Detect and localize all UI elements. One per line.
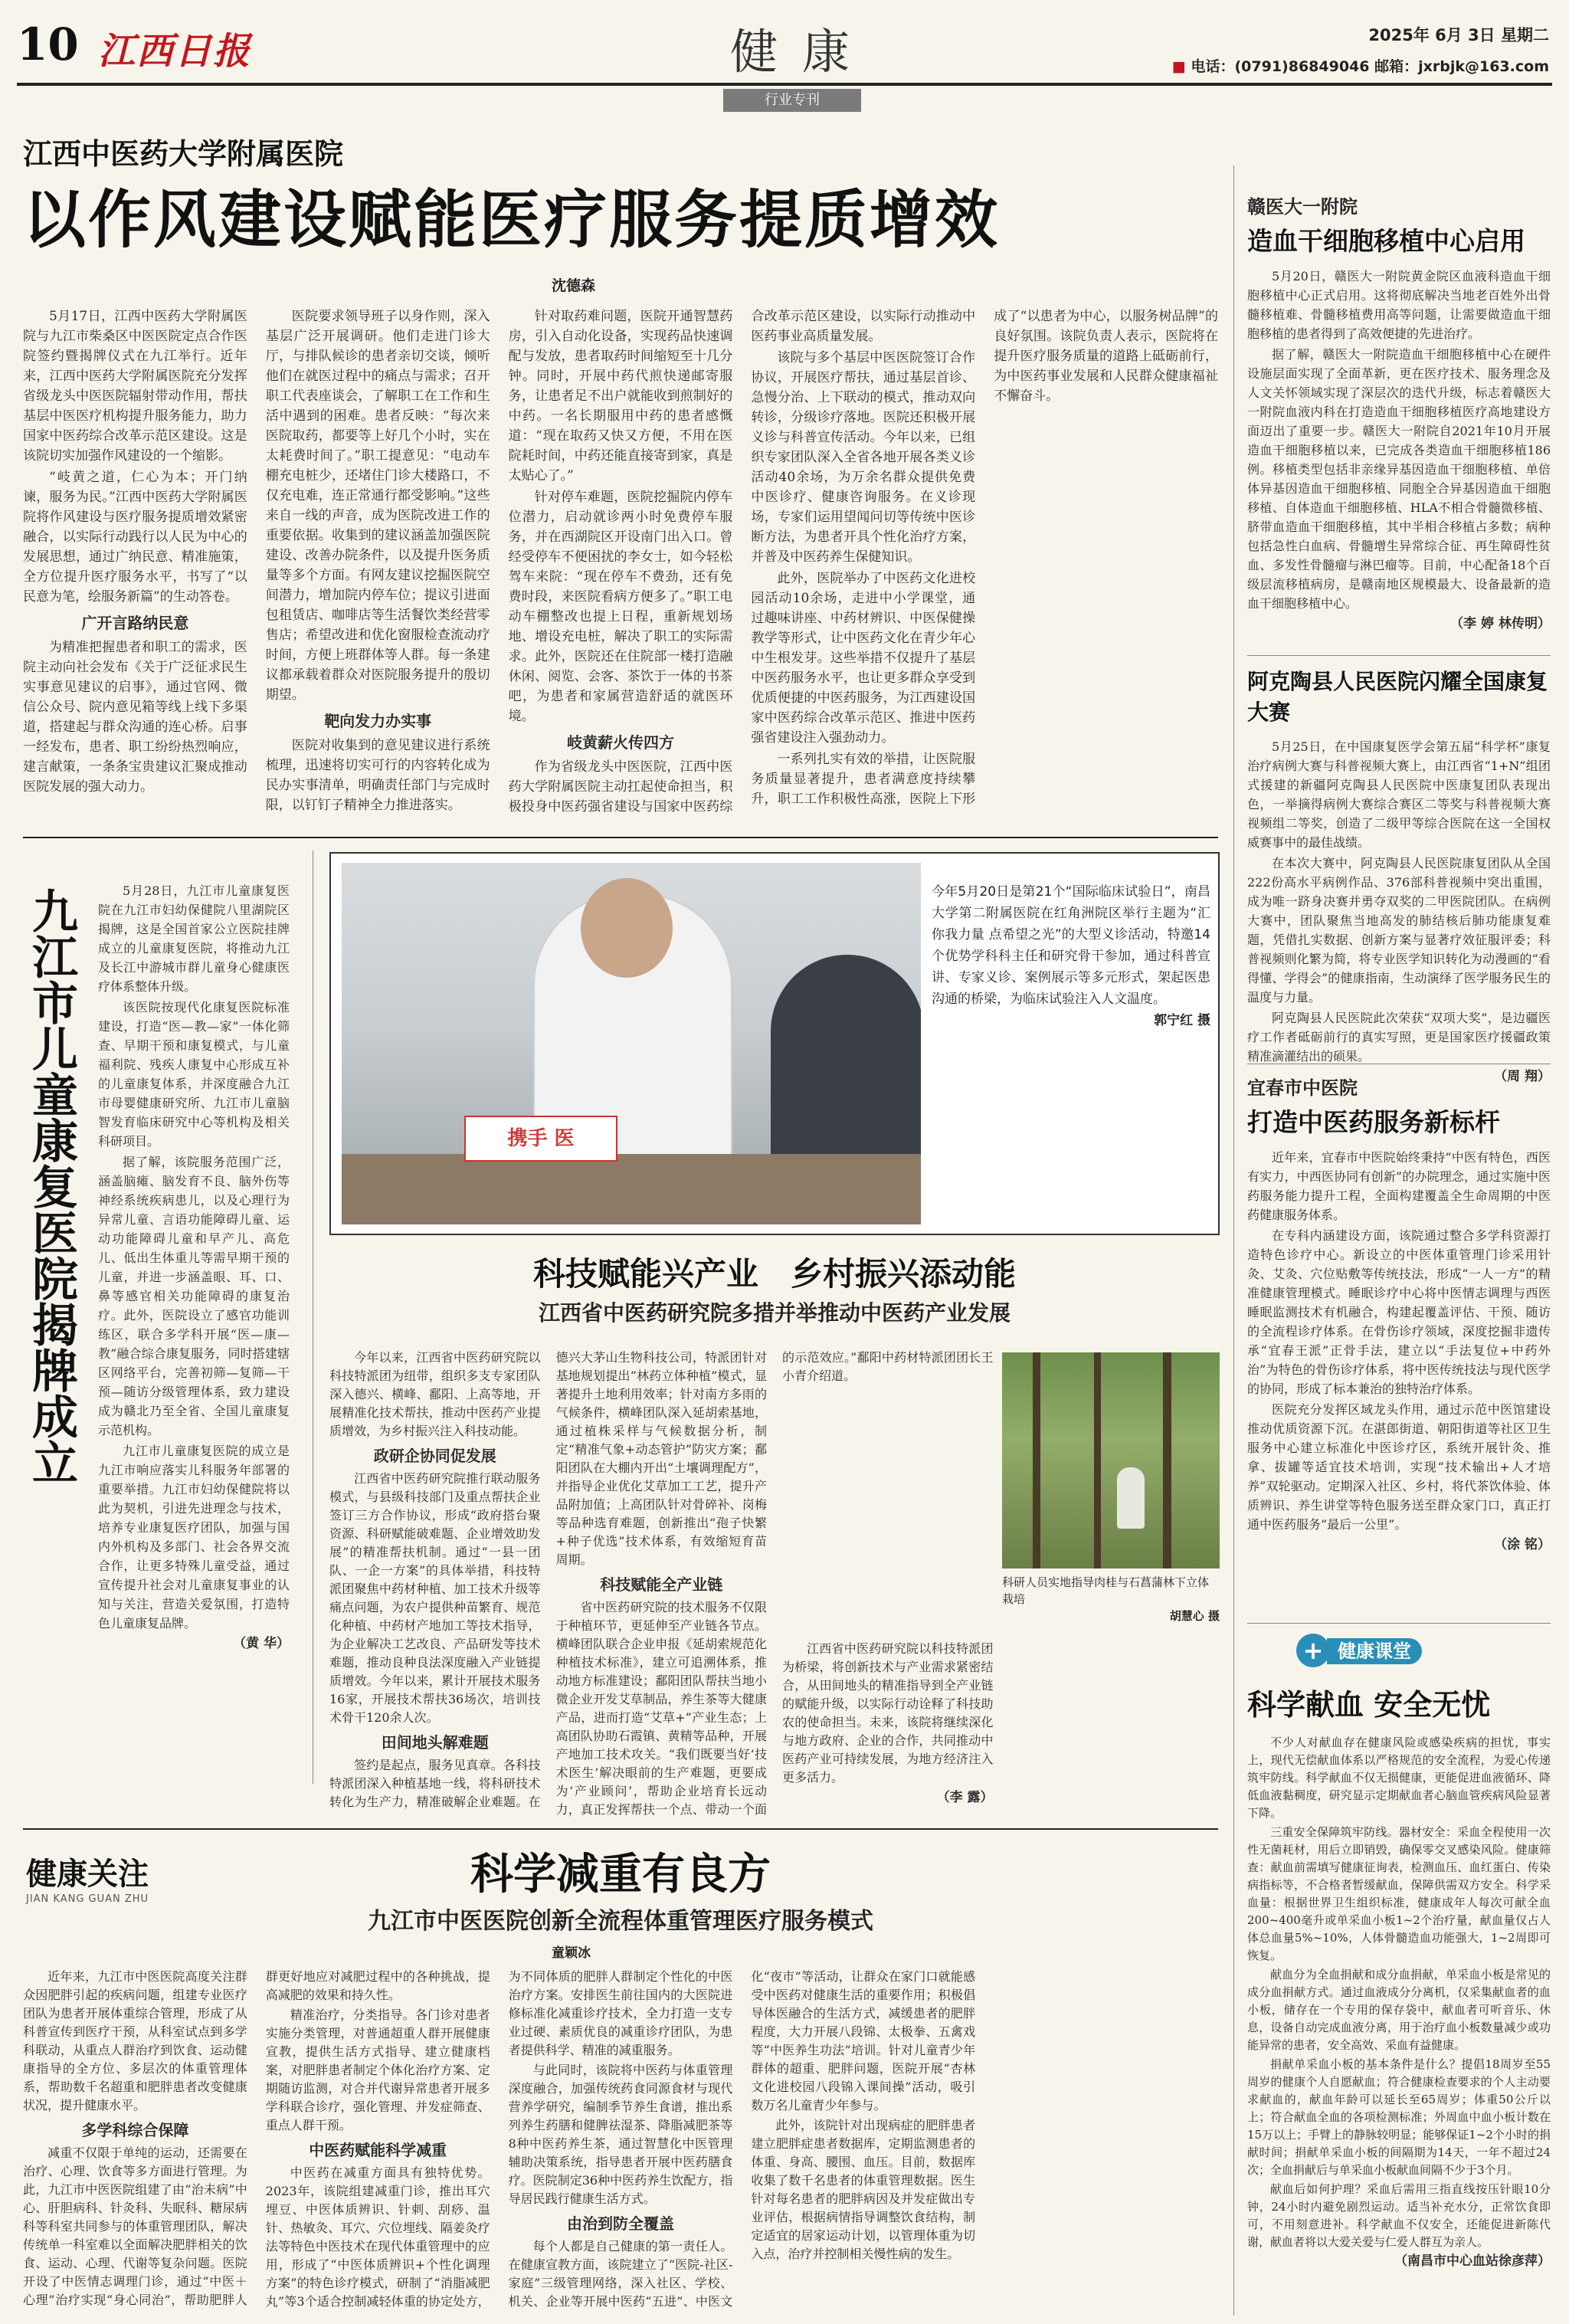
- lead-subheading: 岐黄薪火传四方: [566, 733, 674, 752]
- a1-title: 造血干细胞移植中心启用: [1247, 226, 1525, 256]
- person-figure: [1117, 1467, 1145, 1529]
- weight-subheading: 中医药赋能科学减重: [309, 2141, 447, 2159]
- lead-body: [23, 306, 1218, 828]
- lead-paragraph: “岐黄之道，仁心为本；开门纳谏，服务为民。”江西中医药大学附属医院将作风建设与医疗服务提质增效紧密融合，以实际行动践行以人民为中心的发展思想，通过广纳民意、精准施策，全方位提升医疗服务水平，书写了“以民意为笔，绘服务新篇”的生动答卷。: [23, 470, 247, 605]
- weight-paragraph: 此外，该院针对出现病症的肥胖患者建立肥胖症患者数据库，定期监测患者的体重、身高、腰围、血压。目前，数据库收集了数千名患者的体重管理数据。医生针对每名患者的肥胖病因及并发症做出专业评估，根据病情指导调整饮食结构，制定适宜的居家运动计划，以管理体重为切入点，治疗并控制相关慢性病的发生。: [751, 2118, 976, 2261]
- a2-paragraph: 5月25日，在中国康复医学会第五届“科学杯”康复治疗病例大赛与科普视频大赛上，由江西省“1+N”组团式援建的新疆阿克陶县人民医院中医康复团队表现出色，一举摘得病例大赛综合赛区二等奖与科普视频大赛视频组二等奖，创造了二级甲等综合医院在这一全国权威赛事中的最佳战绩。: [1247, 739, 1551, 850]
- tech-paragraph: 江西省中医药研究院推行联动服务模式，与县级科技部门及重点帮扶企业签订三方合作协议，形成“政府搭台聚资源、科研赋能破难题、企业增效助发展”的精准帮扶机制。通过“一县一团队、一企一方案”的具体举措，科技特派团聚焦中药材种植、加工技术升级等痛点问题，为农户提供种苗繁育、规范化种植、中药材产地加工等技术指导，为企业解决工艺改良、产品研发等技术难题，推动良种良法深度融入产业链提质增效。今年以来，累计开展技术服务16家，开展技术帮扶36场次，培训技术骨干120余人次。: [329, 1471, 541, 1725]
- issue-date: 2025年 6月 3日 星期二: [1368, 26, 1549, 44]
- a4-paragraph: 不少人对献血存在健康风险或感染疾病的担忧，事实上，现代无偿献血体系以严格规范的安全流程，为爱心传递筑牢防线。科学献血不仅无损健康，更能促进血液循环、降低血液黏稠度，研究显示定期献血者心脑血管疾病风险显著下降。: [1247, 1736, 1551, 1820]
- a1-body: [1247, 267, 1551, 634]
- tech-photo-spacer: [782, 1387, 994, 1640]
- lead-author: 沈德森: [552, 277, 596, 294]
- contact-icon: ■: [1171, 58, 1191, 75]
- health-class-banner: [1247, 1631, 1551, 1675]
- a2-body: [1247, 737, 1551, 1087]
- lead-paragraph: 医院对收集到的意见建议进行系统梳理，迅速将切实可行的内容转化成为民办实事清单，明确责任部门与完成时限，以钉钉子精神全力推进落实。: [265, 738, 490, 813]
- a3-byline: （涂 铭）: [1494, 1537, 1551, 1552]
- a1-paragraph: 5月20日，赣医大一附院黄金院区血液科造血干细胞移植中心正式启用。这将彻底解决当地老百姓外出骨髓移植难、骨髓移植费用高等问题，让需要做造血干细胞移植的患者得到了高效便捷的先进治疗。: [1247, 269, 1551, 341]
- tech-subheading: 田间地头解难题: [381, 1733, 489, 1752]
- jiujiang-byline: （黄 华）: [233, 1636, 290, 1651]
- a1-byline: （李 婷 林传明）: [1450, 616, 1551, 631]
- paper-name: 江西日报: [98, 30, 252, 73]
- weight-subheading: 由治到防全覆盖: [566, 2214, 674, 2233]
- right-article-3: [1247, 1073, 1551, 1555]
- jiujiang-paragraph: 该医院按现代化康复医院标准建设，打造“医—教—家”一体化筛查、早期干预和康复模式，与儿童福利院、残疾人康复中心形成互补的儿童康复体系，并深度融合九江市母婴健康研究所、九江市儿童脑智发育临床研究中心等机构及相关科研项目。: [98, 1000, 290, 1149]
- tech-paragraph: 江西省中医药研究院以科技特派团为桥梁，将创新技术与产业需求紧密结合，从田间地头的精准指导到全产业链的赋能升级，以实际行动诠释了科技助农的使命担当。未来，该院将继续深化与地方政府、企业的合作，共同推动中医药产业可持续发展，为地方经济注入更多活力。: [782, 1641, 994, 1785]
- photo1-caption: [932, 881, 1210, 1031]
- forest-caption-text: 科研人员实地指导肉桂与石菖蒲林下立体栽培: [1002, 1575, 1210, 1606]
- health-class-label: 健康课堂: [1327, 1638, 1422, 1664]
- lead-paragraph: 针对取药难问题，医院开通智慧药房，引入自动化设备，实现药品快速调配与发放，患者取药时间缩短至十几分钟。同时，开展中药代煎快递邮寄服务，让患者足不出户就能收到煎制好的中药。一名长期服用中药的患者感慨道：“现在取药又快又方便，不用在医院耗时间，中药还能直接寄到家，真是太贴心了。”: [508, 309, 733, 483]
- jiujiang-title: 九江市儿童康复医院揭牌成立: [25, 887, 78, 1485]
- right-article-4: [1247, 1631, 1551, 2270]
- a3-paragraph: 医院充分发挥区域龙头作用，通过示范中医馆建设推动优质资源下沉。在湛郎街道、朝阳街道等社区卫生服务中心建立标准化中医诊疗区，系统开展针灸、推拿、拔罐等适宜技术培训，实现“技术输出+人才培养”双轮驱动。定期深入社区、乡村，将代茶饮体验、体质辨识、养生讲堂等特色服务送至群众家门口，真正打通中医药服务“最后一公里”。: [1247, 1402, 1551, 1532]
- a2-byline: （周 翔）: [1494, 1069, 1551, 1084]
- right-divider-1: [1247, 655, 1551, 656]
- weight-author: 童颖冰: [552, 1945, 591, 1961]
- weight-paragraph: 精准治疗，分类指导。各门诊对患者实施分类管理，对普通超重人群开展健康宣教，提供生活方式指导、建立健康档案，对肥胖患者制定个体化治疗方案、定期随访监测，对合并代谢异常患者开展多学科联合诊疗，强化管理、并发症筛查、重点人群干预。: [265, 2008, 490, 2132]
- lead-paragraph: 一系列扎实有效的举措，让医院服务质量显著提升，患者满意度持续攀升，职工工作积极性高涨，医院上下形成了“以患者为中心，以服务树品牌”的良好氛围。该院负责人表示，医院将在提升医疗服务质量的道路上砥砺前行，为中医药事业发展和人民群众健康福祉不懈奋斗。: [751, 309, 1218, 807]
- header-rule: [17, 83, 1552, 86]
- tree-trunk: [1163, 1352, 1171, 1568]
- weight-paragraph: 减重不仅限于单纯的运动，还需要在治疗、心理、饮食等多方面进行管理。为此，九江市中医医院组建了由“治未病”中心、肝胆病科、针灸科、失眠科、糖尿病科等科室共同参与的体重管理团队，解决传统单一科室难以全面解决肥胖相关的饮食、运动、心理、代谢等复杂问题。医院开设了中医情志调理门诊，通过“中医＋心理”治疗实现“身心同治”，帮助肥胖人群更好地应对减肥过程中的各种挑战，提高减肥的效果和持久性。: [23, 1969, 490, 2307]
- weight-paragraph: 中医药在减重方面具有独特优势。2023年，该院组建减重门诊，推出耳穴埋豆、中医体质辨识、针刺、刮痧、温针、热敏灸、耳穴、穴位埋线、隔姜灸疗法等特色中医技术在现代体重管理中的应用，形成了“中医体质辨识+个性化调理方案”的特色诊疗模式，研制了“消脂减肥丸”等3个适合控制减轻体重的协定处方，为不同体质的肥胖人群制定个性化的中医治疗方案。安排医生前往国内的大医院进修标准化减重诊疗技术，全力打造一支专业过硬、素质优良的减重诊疗团队，为患者提供科学、精准的减重服务。: [265, 1969, 733, 2309]
- jiujiang-body: [98, 881, 290, 1752]
- column-brand-pinyin: JIAN KANG GUAN ZHU: [26, 1893, 149, 1905]
- weight-body: [23, 1968, 1218, 2314]
- jiujiang-paragraph: 5月28日，九江市儿童康复医院在九江市妇幼保健院八里湖院区揭牌，这是全国首家公立医院挂牌成立的儿童康复医院，将推动九江及长江中游城市群儿童身心健康医疗体系整体升级。: [98, 883, 290, 994]
- lead-title: 以作风建设赋能医疗服务提质增效: [23, 184, 1001, 257]
- a2-paragraph: 在本次大赛中，阿克陶县人民医院康复团队从全国222份高水平病例作品、376部科普视频中突出重围，成为唯一跻身决赛并勇夺双奖的二甲医院团队。在病例大赛中，团队聚焦当地高发的肺结核后肺功能康复难题，凭借扎实数据、创新方案与显著疗效征服评委；科普视频则化繁为简，将专业医学知识转化为动漫画的“看得懂、学得会”的健康指南，生动演绎了医学服务民生的温度与力量。: [1247, 856, 1551, 1005]
- lead-subheading: 靶向发力办实事: [324, 712, 432, 730]
- right-divider-3: [1247, 1623, 1551, 1624]
- right-article-2: [1247, 665, 1551, 1087]
- weight-subtitle: 九江市中医医院创新全流程体重管理医疗服务模式: [368, 1908, 873, 1935]
- right-column-divider: [1233, 166, 1234, 2316]
- lead-paragraph: 此外，医院举办了中医药文化进校园活动10余场，走进中小学课堂，通过趣味讲座、中药材辨识、中医保健操教学等形式，让中医药文化在青少年心中生根发芽。这些举措不仅提升了基层中医药服务水平，也让更多群众享受到优质便捷的中医药服务，为江西建设国家中医药综合改革示范区、推进中医药强省建设注入强劲动力。: [751, 571, 976, 746]
- forest-photo: [1002, 1352, 1220, 1568]
- weight-subheading: 多学科综合保障: [81, 2121, 189, 2139]
- a4-paragraph: 献血分为全血捐献和成分血捐献，单采血小板是常见的成分血捐献方式。通过血液成分分离机，仅采集献血者的血小板，储存在一个专用的保存袋中，献血者可听音乐、休息，设备自动完成血液分离，用于治疗血小板数量减少或功能异常的患者，安全高效、采血有益健康。: [1247, 1968, 1551, 2052]
- a1-paragraph: 据了解，赣医大一附院造血干细胞移植中心在硬件设施层面实现了全面革新，更在医疗技术、服务理念及人文关怀领域实现了深层次的迭代升级，标志着赣医大一附院血液内科在打造造血干细胞移植医疗高地建设方面迈出了重要一步。赣医大一附院自2021年10月开展造血干细胞移植以来，已完成各类造血干细胞移植186例。移植类型包括非亲缘异基因造血干细胞移植、单倍体异基因造血干细胞移植、同胞全合异基因造血干细胞移植、自体造血干细胞移植、HLA不相合骨髓微移植、脐带血造血干细胞移植，其中半相合移植占多数；病种包括急性白血病、骨髓增生异常综合征、再生障碍性贫血、多发性骨髓瘤与淋巴瘤等。目前，中心配备18个百级层流移植病房，是赣南地区规模最大、设备最新的造血干细胞移植中心。: [1247, 347, 1551, 611]
- lead-paragraph: 医院要求领导班子以身作则，深入基层广泛开展调研。他们走进门诊大厅，与排队候诊的患者亲切交谈，倾听他们在就医过程中的痛点与需求；召开职工代表座谈会，了解职工在工作和生活中遇到的困难。患者反映：“每次来医院取药，都要等上好几个小时，实在太耗费时间了。”职工提意见：“电动车棚充电桩少，还堵住门诊大楼路口，不仅充电难，连正常通行都受影响。”这些来自一线的声音，成为医院改进工作的重要依据。收集到的建议涵盖加强医院建设、改善办院条件，以及提升医务质量等多个方面。有网友建议挖掘医院空间潜力，增加院内停车位；提议引进面包租赁店、咖啡店等生活餐饮类经营零售店；希望改进和优化窗服检查流动疗时间，方便上班群体等人群。每一条建议都承载着群众对医院服务提升的殷切期望。: [265, 309, 490, 703]
- jiujiang-paragraph: 九江市儿童康复医院的成立是九江市响应落实儿科服务年部署的重要举措。九江市妇幼保健院将以此为契机，引进先进理念与技术，培养专业康复医疗团队，加强与国内外机构及多部门、社会各界交流合作，让更多特殊儿童受益，通过宣传提升社会对儿童康复事业的认知与关注，营造关爱氛围，打造特色儿童康复品牌。: [98, 1444, 290, 1631]
- tree-trunk: [1094, 1352, 1101, 1568]
- a3-title: 打造中医药服务新标杆: [1247, 1107, 1500, 1137]
- weight-title: 科学减重有良方: [470, 1850, 771, 1900]
- a2-paragraph: 阿克陶县人民医院此次荣获“双项大奖”，是边疆医疗工作者砥砺前行的真实写照，更是国家医疗援疆政策精准滴灌结出的硕果。: [1247, 1011, 1551, 1064]
- lead-paragraph: 该院与多个基层中医医院签订合作协议，开展医疗帮扶，通过基层首诊、急慢分治、上下联动的模式，推动双向转诊，分级诊疗落地。医院还积极开展义诊与科普宣传活动。今年以来，已组织专家团队深入全省各地开展各类义诊活动40余场，为万余名群众提供免费中医诊疗、健康咨询服务。在义诊现场，专家们运用望闻问切等传统中医诊断方法，为患者开具个性化治疗方案，并普及中医药养生保健知识。: [751, 350, 976, 565]
- lead-paragraph: 作为省级龙头中医医院，江西中医药大学附属医院主动扛起使命担当，积极投身中医药强省建设与国家中医药综合改革示范区建设，以实际行动推动中医药事业高质量发展。: [508, 309, 976, 815]
- lead-paragraph: 针对停车难题，医院挖掘院内停车位潜力，启动就诊两小时免费停车服务，并在西湖院区开设南门出入口。曾经受停车不便困扰的李女士，如今轻松驾车来院：“现在停车不费劲，还有免费时段，来医院看病方便多了。”职工电动车棚整改也提上日程，重新规划场地、增设充电桩，解决了职工的实际需求。此外，医院还在住院部一楼打造融休闲、阅览、会客、茶饮于一体的书茶吧，为患者和家属营造舒适的就医环境。: [508, 490, 733, 724]
- a3-body: [1247, 1148, 1551, 1555]
- tech-paragraph: 今年以来，江西省中医药研究院以科技特派团为纽带，组织多支专家团队深入德兴、横峰、鄱阳、上高等地，开展精准化技术帮扶，推动中医药产业提质增效，为乡村振兴注入科技动能。: [329, 1350, 541, 1438]
- tech-subtitle: 江西省中医药研究院多措并举推动中医药产业发展: [538, 1300, 1011, 1326]
- tech-byline: （李 露）: [936, 1790, 994, 1805]
- tech-paragraph: 签约是起点，服务见真章。各科技特派团深入种植基地一线，将科研技术转化为生产力，精准破解企业难题。在德兴大茅山生物科技公司，特派团针对基地规划提出“林药立体种植”模式，显著提升土地利用效率；针对南方多雨的气候条件，横峰团队深入延胡索基地，通过植株采样与气候数据分析，制定“精准气象+动态管护”防灾方案；鄱阳团队在大棚内开出“土壤调理配方”，并指导企业优化艾草加工工艺，提升产品附加值；上高团队针对骨碎补、岗梅等品种选育难题，创新推出“孢子快繁+种子优选”技术体系，有效缩短育苗周期。: [329, 1350, 767, 1809]
- lead-paragraph: 为精准把握患者和职工的需求，医院主动向社会发布《关于广泛征求民生实事意见建议的启事》，通过官网、微信公众号、院内意见箱等线上线下多渠道，搭建起与群众沟通的连心桥。启事一经发布，患者、职工纷纷热烈响应，建言献策，一条条宝贵建议汇聚成推动医院发展的强大动力。: [23, 640, 247, 795]
- a4-title: 科学献血 安全无忧: [1247, 1688, 1491, 1722]
- a4-body: [1247, 1734, 1551, 2270]
- page-number: 10: [17, 18, 79, 70]
- lead-subheading: 广开言路纳民意: [81, 614, 189, 632]
- a3-kicker: 宜春市中医院: [1247, 1077, 1358, 1099]
- contact-info: ■ 电话：(0791)86849046 邮箱：jxrbjk@163.com: [1171, 58, 1549, 75]
- jiujiang-paragraph: 据了解，该院服务范围广泛，涵盖脑瘫、脑发育不良、脑外伤等神经系统疾病患儿，以及心理行为异常儿童、言语功能障碍儿童、运动功能障碍儿童和早产儿、高危儿、低出生体重儿等需早期干预的儿童，并进一步涵盖眼、耳、口、鼻等感官相关功能障碍的康复治疗。此外，医院设立了感官功能训练区，联合多学科开展“医—康—教”融合综合康复服务，同时搭建辖区网络平台，完善初筛—复筛—干预—随访分级管理体系，致力建设成为赣北乃至全省、全国儿童康复示范机构。: [98, 1155, 290, 1437]
- a4-byline: （南昌市中心血站徐彦萍）: [1394, 2254, 1551, 2269]
- tech-subheading: 科技赋能全产业链: [600, 1575, 723, 1594]
- tree-trunk: [1033, 1352, 1040, 1568]
- a1-kicker: 赣医大一附院: [1247, 195, 1358, 218]
- photo1-credit: 郭宁红 摄: [1154, 1013, 1210, 1028]
- weight-paragraph: 每个人都是自己健康的第一责任人。在健康宣教方面，该院建立了“医院-社区-家庭”三级管理网络，深入社区、学校、机关、企业等开展中医药“五进”、中医文化“夜市”等活动，让群众在家门口就能感受中医药对健康生活的重要作用；积极倡导体医融合的生活方式，减缓患者的肥胖程度，大力开展八段锦、太极拳、五禽戏等“中医养生功法”培训。针对儿童青少年群体的超重、肥胖问题，医院开展“杏林文化进校园八段锦入课间操”活动，吸引数万名儿童青少年参与。: [508, 1969, 976, 2309]
- a3-paragraph: 近年来，宜春市中医院始终秉持“中医有特色，西医有实力，中西医协同有创新”的办院理念，通过实施中医药服务能力提升工程，全面构建覆盖全生命周期的中医药健康服务体系。: [1247, 1150, 1551, 1222]
- clinic-photo: [342, 863, 921, 1224]
- tech-subheading: 政研企协同促发展: [373, 1447, 496, 1465]
- weight-paragraph: 近年来，九江市中医医院高度关注群众因肥胖引起的疾病问题，组建专业医疗团队为患者开展体重综合管理，形成了从科普宣传到医疗干预，从科室试点到多学科联动，从重点人群治疗到饮食、运动健康指导的全方位、多层次的体重管理体系，帮助数千名超重和肥胖患者改变健康状况，提升健康水平。: [23, 1969, 247, 2113]
- doctor-head: [581, 878, 673, 978]
- right-article-1: [1247, 192, 1551, 634]
- section-tag: 行业专刊: [723, 89, 861, 112]
- forest-photo-caption: [1002, 1574, 1220, 1624]
- tech-title: 科技赋能兴产业 乡村振兴添动能: [532, 1255, 1016, 1293]
- forest-photo-credit: 胡慧心 摄: [1169, 1609, 1220, 1623]
- desk-sign: 携手 医: [464, 1116, 617, 1162]
- tech-paragraph: 省中医药研究院的技术服务不仅限于种植环节，更延伸至产业链各节点。横峰团队联合企业申报《延胡索规范化种植技术标准》，建立可追溯体系，推动地方标准建设；鄱阳团队帮扶当地小微企业开发艾草制品，养生茶等大健康产品，进而打造“艾草+”产业生态；上高团队协助石霞镇、黄精等品种，开展产地加工技术攻关。“我们既要当好‘技术医生’解决眼前的生产难题，更要成为‘产业顾问’，帮助企业培育长远动力，真正发挥帮扶一个点、带动一个面的示范效应。”鄱阳中药材特派团团长王小青介绍道。: [555, 1350, 994, 1817]
- photo1-caption-text: 今年5月20日是第21个“国际临床试验日”，南昌大学第二附属医院在红角洲院区举行主题为“汇你我力量 点希望之光”的大型义诊活动，特邀14个优势学科科主任和研究骨干参加，通过科普宣讲、专家义诊、案例展示等多元形式，架起医患沟通的桥梁，为临床试验注入人文温度。: [932, 884, 1210, 1007]
- lead-paragraph: 5月17日，江西中医药大学附属医院与九江市柴桑区中医医院定点合作医院签约暨揭牌仪式在九江举行。近年来，江西中医药大学附属医院充分发挥省级龙头中医医院辐射带动作用，帮扶基层中医医疗机构提升服务能力，助力国家中医药综合改革示范区建设。这是该院切实加强作风建设的一个缩影。: [23, 309, 247, 464]
- a4-paragraph: 捐献单采血小板的基本条件是什么？提倡18周岁至55周岁的健康个人自愿献血；符合健康检查要求的个人主动要求献血的，献血年龄可以延长至65周岁；体重50公斤以上；符合献血全血的各项检测标准；外周血中血小板计数在15万以上；手臂上的静脉较明显；能够保证1~2个小时的捐献时间；捐献单采血小板的间隔期为14天，一年不超过24次；全血捐献后与单采血小板献血间隔不少于3个月。: [1247, 2057, 1551, 2177]
- lead-bottom-rule: [23, 837, 1218, 838]
- medical-cross-icon: +: [1296, 1634, 1330, 1667]
- tech-bottom-rule: [23, 1828, 1218, 1830]
- column-brand-text: 健康关注: [26, 1857, 149, 1892]
- a3-paragraph: 在专科内涵建设方面，该院通过整合多学科资源打造特色诊疗中心。新设立的中医体重管理门诊采用针灸、艾灸、穴位贴敷等传统技法，形成“一人一方”的精准健康管理模式。睡眠诊疗中心将中医情志调理与西医睡眠监测技术有机融合，构建起覆盖评估、干预、随访的全流程诊疗体系。在骨伤诊疗领域，深度挖掘非遗传承“宜春王派”正骨手法，建立以“手法复位+中药外治”为特色的骨伤诊疗体系，将中医传统技法与现代医学的协同，形成了标本兼治的独特治疗体系。: [1247, 1228, 1551, 1396]
- a4-paragraph: 三重安全保障筑牢防线。器材安全：采血全程使用一次性无菌耗材，用后立即销毁，确保零交叉感染风险。健康筛查：献血前需填写健康征询表，检测血压、血红蛋白、传染病指标等，不合格者暂缓献血，保障供需双方安全。科学采血量：根据世界卫生组织标准，健康成年人每次可献全血200~400毫升或单采血小板1~2个治疗量，献血量仅占人体总血量5%~10%，人体骨髓造血功能强大，1~2周即可恢复。: [1247, 1825, 1551, 1962]
- a4-paragraph: 献血后如何护理？采血后需用三指直线按压针眼10分钟，24小时内避免剧烈运动。适当补充水分，正常饮食即可，不用刻意进补。科学献血不仅安全，还能促进新陈代谢，献血者将以大爱关爱与仁爱人群互为亲人。: [1247, 2182, 1551, 2249]
- a2-title: 阿克陶县人民医院闪耀全国康复大赛: [1247, 669, 1548, 725]
- desk: [342, 1154, 921, 1224]
- lead-kicker: 江西中医药大学附属医院: [23, 136, 344, 171]
- weight-paragraph: 与此同时，该院将中医药与体重管理深度融合，加强传统药食同源食材与现代营养学研究，编制季节养生食谱，推出系列养生药膳和健脾祛湿茶、降脂减肥茶等8种中医药养生茶，通过智慧化中医管理辅助决策系统，指导患者开展中医药膳食疗。医院制定36种中医药养生饮配方，指导居民践行健康生活方式。: [508, 2063, 733, 2206]
- section-title: 健 康: [730, 24, 854, 80]
